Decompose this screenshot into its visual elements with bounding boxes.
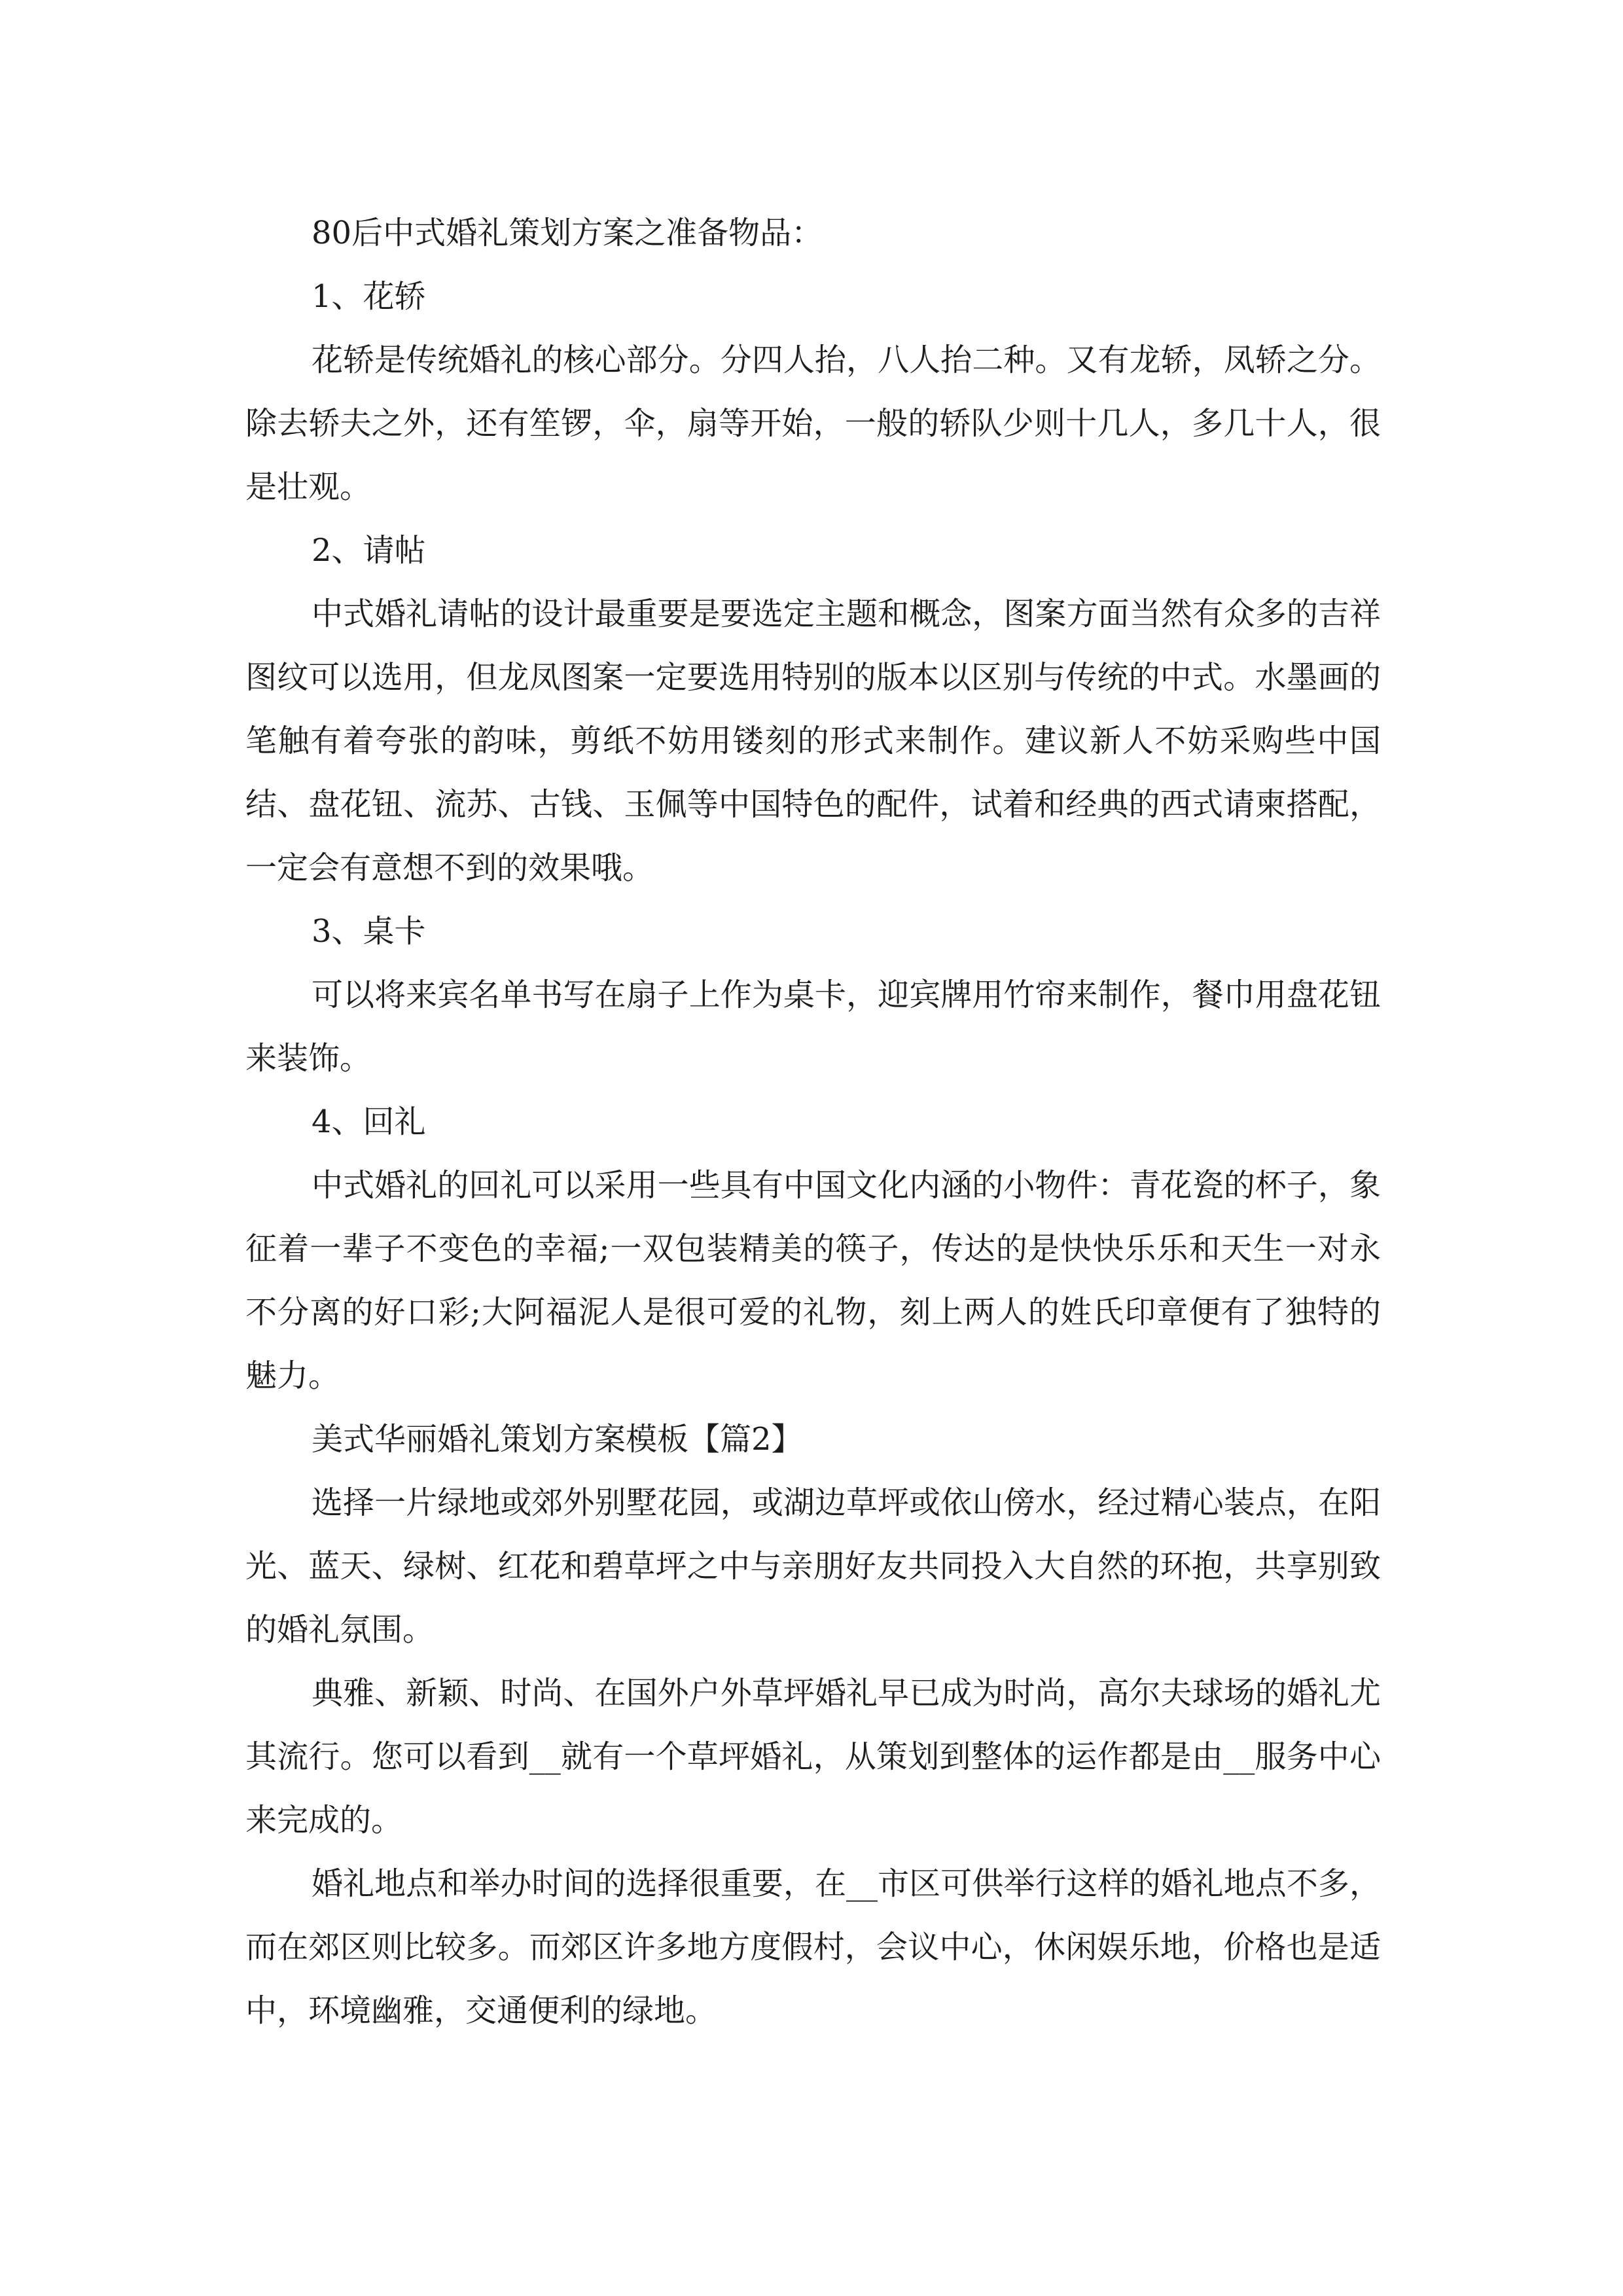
paragraph-lawn-trend: 典雅、新颖、时尚、在国外户外草坪婚礼早已成为时尚，高尔夫球场的婚礼尤其流行。您可以看到__就有一个草坪婚礼，从策划到整体的运作都是由__服务中心来完成的。 bbox=[245, 1675, 1381, 1839]
item-heading-table-card: 3、桌卡 bbox=[312, 913, 426, 950]
section-heading-part-2: 美式华丽婚礼策划方案模板【篇2】 bbox=[312, 1421, 803, 1458]
paragraph-lawn-venue: 选择一片绿地或郊外别墅花园，或湖边草坪或依山傍水，经过精心装点，在阳光、蓝天、绿树、红花和碧草坪之中与亲朋好友共同投入大自然的环抱，共享别致的婚礼氛围。 bbox=[245, 1484, 1381, 1648]
item-heading-invitation: 2、请帖 bbox=[312, 532, 426, 569]
paragraph-return-gift: 中式婚礼的回礼可以采用一些具有中国文化内涵的小物件：青花瓷的杯子，象征着一辈子不变色的幸福;一双包装精美的筷子，传达的是快快乐乐和天生一对永不分离的好口彩;大阿福泥人是很可爱的礼物，刻上两人的姓氏印章便有了独特的魅力。 bbox=[245, 1167, 1381, 1394]
paragraph-table-card: 可以将来宾名单书写在扇子上作为桌卡，迎宾牌用竹帘来制作，餐巾用盘花钮来装饰。 bbox=[245, 977, 1381, 1077]
paragraph-invitation: 中式婚礼请帖的设计最重要是要选定主题和概念，图案方面当然有众多的吉祥图纹可以选用，但龙凤图案一定要选用特别的版本以区别与传统的中式。水墨画的笔触有着夸张的韵味，剪纸不妨用镂刻的形式来制作。建议新人不妨采购些中国结、盘花钮、流苏、古钱、玉佩等中国特色的配件，试着和经典的西式请柬搭配，一定会有意想不到的效果哦。 bbox=[245, 596, 1381, 886]
section-heading: 80后中式婚礼策划方案之准备物品： bbox=[312, 215, 823, 251]
paragraph-venue-selection: 婚礼地点和举办时间的选择很重要，在__市区可供举行这样的婚礼地点不多，而在郊区则比较多。而郊区许多地方度假村，会议中心，休闲娱乐地，价格也是适中，环境幽雅，交通便利的绿地。 bbox=[245, 1865, 1381, 2029]
paragraph-sedan-chair: 花轿是传统婚礼的核心部分。分四人抬，八人抬二种。又有龙轿，凤轿之分。除去轿夫之外，还有笙锣，伞，扇等开始，一般的轿队少则十几人，多几十人，很是壮观。 bbox=[245, 342, 1381, 505]
item-heading-return-gift: 4、回礼 bbox=[312, 1103, 426, 1140]
document-body bbox=[245, 202, 1381, 2043]
item-heading-sedan-chair: 1、花轿 bbox=[312, 278, 426, 315]
